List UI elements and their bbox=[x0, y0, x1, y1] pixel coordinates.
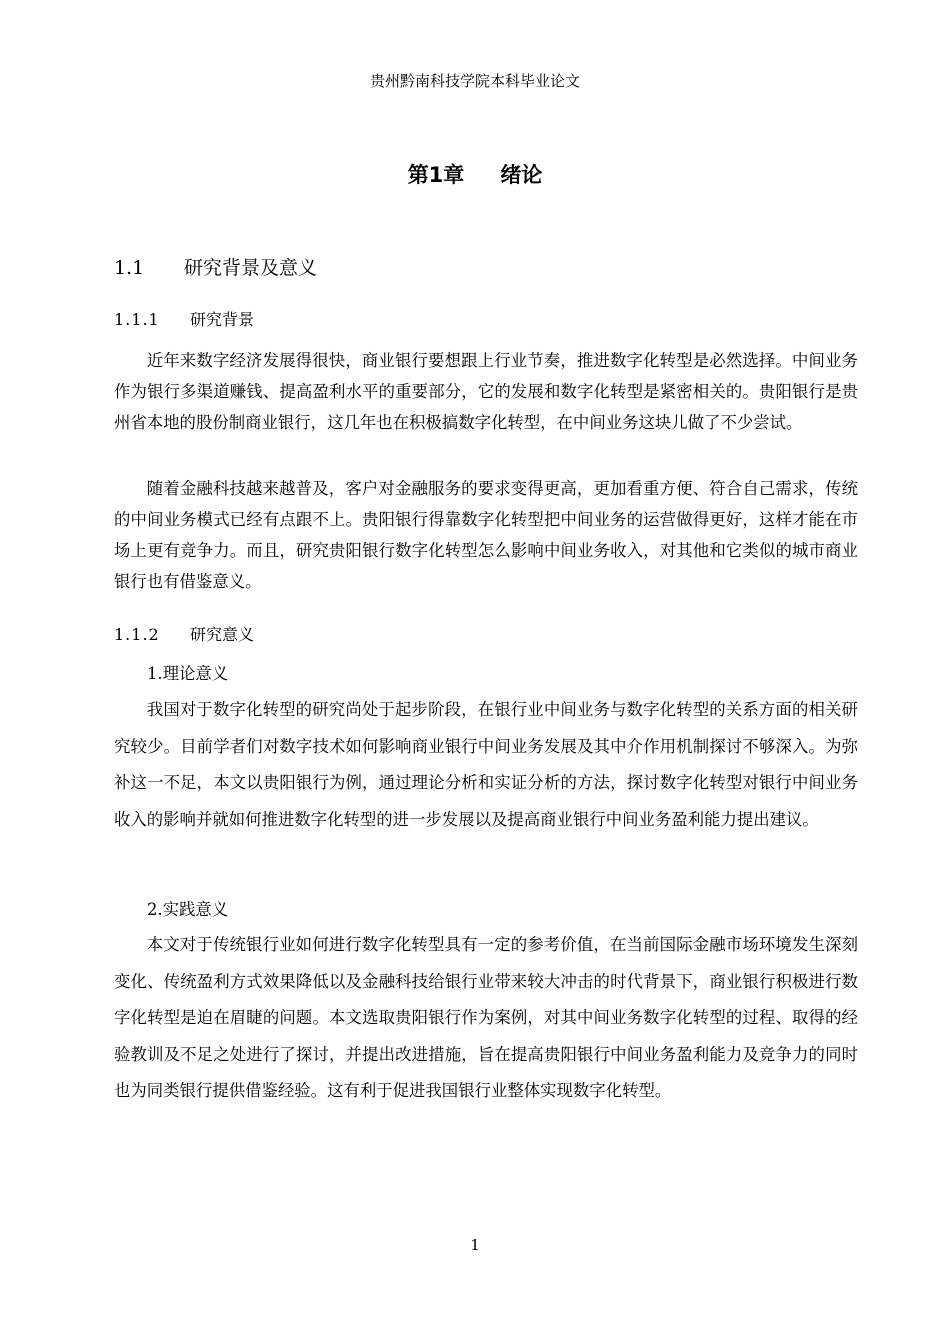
paragraph-background-2: 随着金融科技越来越普及，客户对金融服务的要求变得更高，更加看重方便、符合自己需求，传统的中间业务模式已经有点跟不上。贵阳银行得靠数字化转型把中间业务的运营做得更好，这样才能在市场上更有竞争力。而且，研究贵阳银行数字化转型怎么影响中间业务收入，对其他和它类似的城市商业银行也有借鉴意义。 bbox=[114, 479, 858, 591]
running-header: 贵州黔南科技学院本科毕业论文 bbox=[369, 72, 580, 90]
practice-significance-heading: 2.实践意义 bbox=[147, 900, 229, 919]
paragraph-theory: 我国对于数字化转型的研究尚处于起步阶段，在银行业中间业务与数字化转型的关系方面的相关研究较少。目前学者们对数字技术如何影响商业银行中间业务发展及其中介作用机制探讨不够深入。为弥补这一不足，本文以贵阳银行为例，通过理论分析和实证分析的方法，探讨数字化转型对银行中间业务收入的影响并就如何推进数字化转型的进一步发展以及提高商业银行中间业务盈利能力提出建议。 bbox=[114, 700, 858, 829]
paragraph-practice: 本文对于传统银行业如何进行数字化转型具有一定的参考价值，在当前国际金融市场环境发生深刻变化、传统盈利方式效果降低以及金融科技给银行业带来较大冲击的时代背景下，商业银行积极进行数字化转型是迫在眉睫的问题。本文选取贵阳银行作为案例，对其中间业务数字化转型的过程、取得的经验教训及不足之处进行了探讨，并提出改进措施，旨在提高贵阳银行中间业务盈利能力及竞争力的同时也为同类银行提供借鉴经验。这有利于促进我国银行业整体实现数字化转型。 bbox=[114, 935, 858, 1100]
chapter-name: 绪论 bbox=[500, 163, 543, 187]
page-number: 1 bbox=[470, 1236, 480, 1254]
subsection-heading-1-1-2 bbox=[114, 623, 254, 647]
subsection-number: 1.1.1 bbox=[114, 310, 160, 329]
section-number: 1.1 bbox=[114, 257, 145, 279]
chapter-title bbox=[0, 160, 950, 190]
subsection-number: 1.1.2 bbox=[114, 625, 160, 644]
chapter-number: 第1章 bbox=[407, 163, 465, 187]
subsection-title: 研究背景 bbox=[190, 310, 255, 329]
subsection-title: 研究意义 bbox=[190, 625, 255, 644]
theory-significance-heading: 1.理论意义 bbox=[147, 664, 229, 683]
paragraph-background-1: 近年来数字经济发展得很快，商业银行要想跟上行业节奏，推进数字化转型是必然选择。中间业务作为银行多渠道赚钱、提高盈利水平的重要部分，它的发展和数字化转型是紧密相关的。贵阳银行是贵州省本地的股份制商业银行，这几年也在积极搞数字化转型，在中间业务这块儿做了不少尝试。 bbox=[114, 351, 858, 432]
subsection-heading-1-1-1 bbox=[114, 308, 254, 332]
section-title: 研究背景及意义 bbox=[184, 257, 318, 279]
section-heading-1-1 bbox=[114, 254, 317, 282]
